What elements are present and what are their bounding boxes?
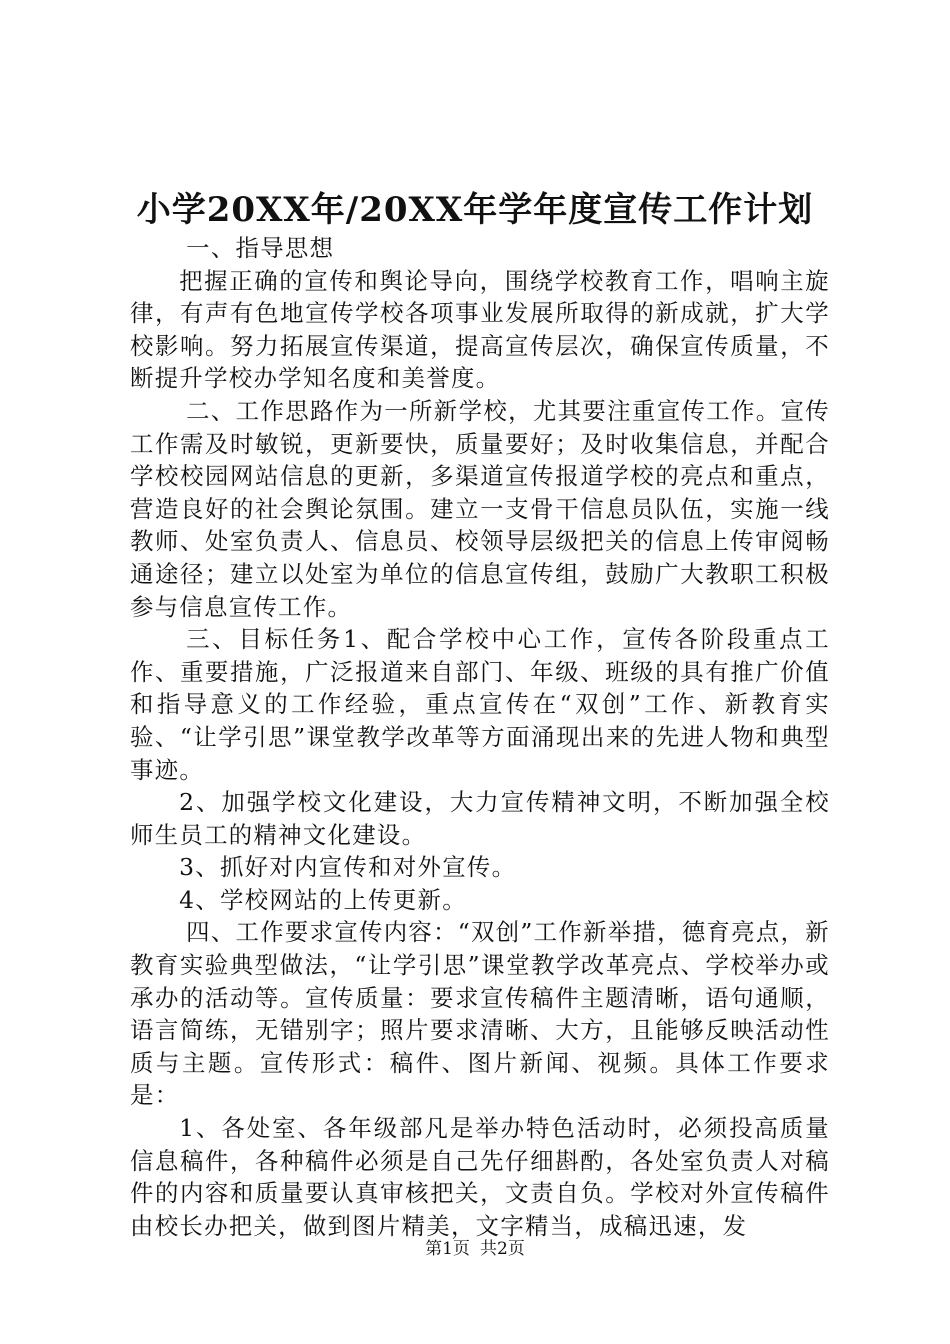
paragraph-requirement-1: 1、各处室、各年级部凡是举办特色活动时，必须投高质量信息稿件，各种稿件必须是自己先仔细斟酌，各处室负责人对稿件的内容和质量要认真审核把关，文责自负。学校对外宣传稿件由校长办把关，做到图片精美，文字精当，成稿迅速，发 xyxy=(130,1114,830,1240)
page-footer xyxy=(0,1238,950,1260)
page-total: 共2页 xyxy=(480,1239,525,1259)
paragraph-guiding-ideology: 把握正确的宣传和舆论导向，围绕学校教育工作，唱响主旋律，有声有色地宣传学校各项事业发展所取得的新成就，扩大学校影响。努力拓展宣传渠道，提高宣传层次，确保宣传质量，不断提升学校办学知名度和美誉度。 xyxy=(130,266,830,393)
paragraph-task-4: 4、学校网站的上传更新。 xyxy=(179,885,467,914)
paragraph-task-3: 3、抓好对内宣传和对外宣传。 xyxy=(179,853,517,882)
paragraph-target-tasks: 三、目标任务1、配合学校中心工作，宣传各阶段重点工作、重要措施，广泛报道来自部门、年级、班级的具有推广价值和指导意义的工作经验，重点宣传在“双创”工作、新教育实验、“让学引思”课堂教学改革等方面涌现出来的先进人物和典型事迹。 xyxy=(130,625,830,784)
paragraph-task-2: 2、加强学校文化建设，大力宣传精神文明，不断加强全校师生员工的精神文化建设。 xyxy=(130,788,830,849)
paragraph-work-approach: 二、工作思路作为一所新学校，尤其要注重宣传工作。宣传工作需及时敏锐，更新要快，质量要好；及时收集信息，并配合学校校园网站信息的更新，多渠道宣传报道学校的亮点和重点，营造良好的社会舆论氛围。建立一支骨干信息员队伍，实施一线教师、处室负责人、信息员、校领导层级把关的信息上传审阅畅通途径；建立以处室为单位的信息宣传组，鼓励广大教职工积极参与信息宣传工作。 xyxy=(130,396,830,621)
paragraph-work-requirements: 四、工作要求宣传内容：“双创”工作新举措，德育亮点，新教育实验典型做法，“让学引思”课堂教学改革亮点、学校举办或承办的活动等。宣传质量：要求宣传稿件主题清晰，语句通顺，语言简练，无错别字；照片要求清晰、大方，且能够反映活动性质与主题。宣传形式：稿件、图片新闻、视频。具体工作要求是： xyxy=(130,918,830,1110)
document-title: 小学20XX年/20XX年学年度宣传工作计划 xyxy=(136,190,814,230)
section-heading-guiding-ideology: 一、指导思想 xyxy=(186,234,335,262)
document-body xyxy=(130,232,830,1242)
page-number: 第1页 xyxy=(425,1239,470,1259)
